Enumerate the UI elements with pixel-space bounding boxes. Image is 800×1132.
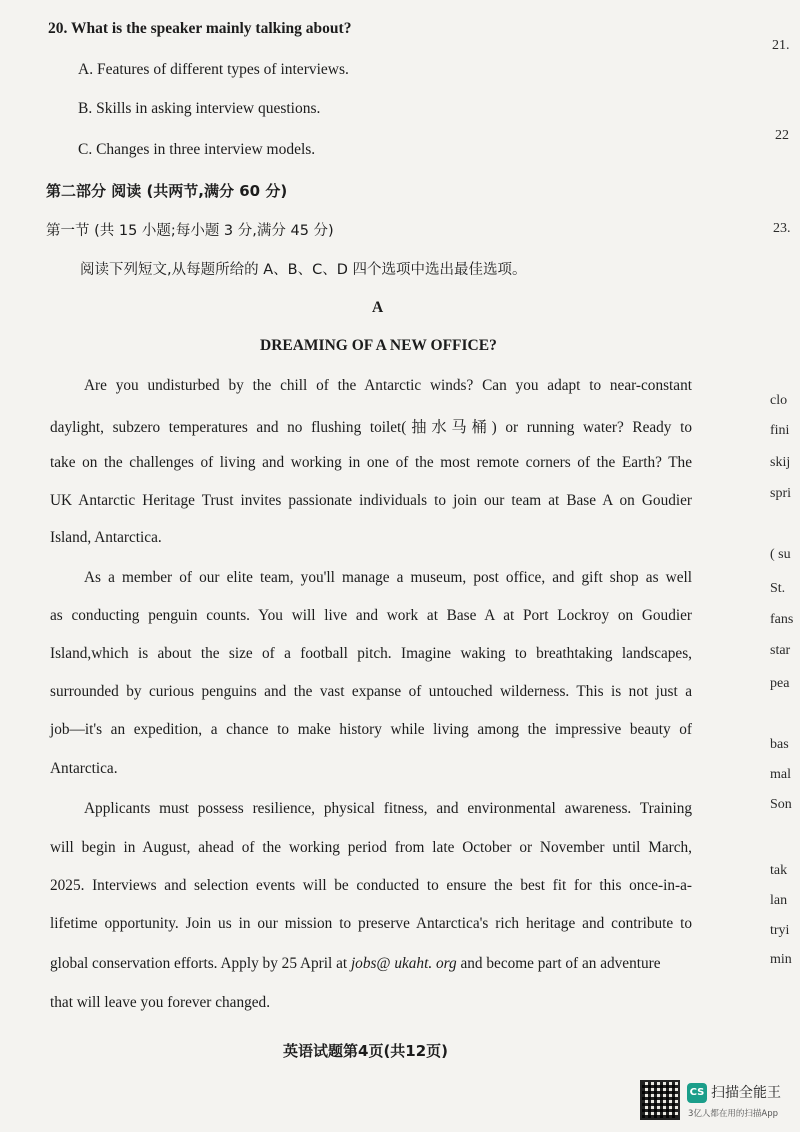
passage-line: take on the challenges of living and working in one of the most remote corners of the Earth? The bbox=[50, 454, 692, 471]
qr-code-icon bbox=[640, 1080, 680, 1120]
passage-letter: A bbox=[372, 299, 384, 316]
passage-title: DREAMING OF A NEW OFFICE? bbox=[260, 337, 497, 354]
passage-line: global conservation efforts. Apply by 25 April at bbox=[50, 955, 348, 972]
passage-line-apply bbox=[50, 955, 661, 973]
passage-line: Are you undisturbed by the chill of the Antarctic winds? Can you adapt to near-constant bbox=[84, 377, 692, 394]
question-20-option-c: C. Changes in three interview models. bbox=[78, 141, 316, 158]
question-20-stem: 20. What is the speaker mainly talking about? bbox=[48, 20, 352, 37]
edge-fragment: Son bbox=[770, 797, 792, 812]
application-email: jobs@ ukaht. org bbox=[350, 955, 457, 972]
edge-fragment: min bbox=[770, 952, 792, 967]
passage-line: Antarctica. bbox=[50, 760, 118, 777]
edge-fragment: spri bbox=[770, 486, 791, 501]
scanner-app-name: 扫描全能王 bbox=[711, 1085, 781, 1101]
question-20-option-b: B. Skills in asking interview questions. bbox=[78, 100, 321, 117]
passage-line-tail: and become part of an adventure bbox=[460, 955, 661, 972]
page-footer: 英语试题第4页(共12页) bbox=[283, 1042, 449, 1060]
passage-line: 2025. Interviews and selection events will be conducted to ensure the best fit for this once-in-a- bbox=[50, 877, 692, 894]
passage-line: Applicants must possess resilience, physical fitness, and environmental awareness. Training bbox=[84, 800, 692, 817]
edge-question-number: 22 bbox=[775, 128, 789, 143]
edge-fragment: tak bbox=[770, 863, 788, 878]
edge-question-number: 23. bbox=[773, 221, 791, 236]
edge-fragment: ( su bbox=[770, 547, 791, 562]
edge-fragment: star bbox=[770, 643, 791, 658]
passage-line: will begin in August, ahead of the working period from late October or November until March, bbox=[50, 839, 692, 856]
passage-line: daylight, subzero temperatures and no flushing toilet(抽水马桶) or running water? Ready to bbox=[50, 419, 692, 436]
edge-question-number: 21. bbox=[772, 38, 790, 53]
scanner-tagline: 3亿人都在用的扫描App bbox=[688, 1109, 779, 1119]
reading-instruction: 阅读下列短文,从每题所给的 A、B、C、D 四个选项中选出最佳选项。 bbox=[80, 262, 527, 278]
passage-line: job—it's an expedition, a chance to make history while living among the impressive beauty of bbox=[50, 721, 692, 738]
subsection-title: 第一节 (共 15 小题;每小题 3 分,满分 45 分) bbox=[46, 223, 334, 239]
passage-line: Island,which is about the size of a football pitch. Imagine waking to breathtaking landscapes, bbox=[50, 645, 692, 662]
edge-fragment: fans bbox=[770, 612, 794, 627]
passage-line: as conducting penguin counts. You will live and work at Base A at Port Lockroy on Goudier bbox=[50, 607, 692, 624]
passage-line: Island, Antarctica. bbox=[50, 529, 162, 546]
edge-fragment: clo bbox=[770, 393, 788, 408]
part-title: 第二部分 阅读 (共两节,满分 60 分) bbox=[46, 182, 288, 200]
passage-line: UK Antarctic Heritage Trust invites passionate individuals to join our team at Base A on Goudier bbox=[50, 492, 692, 509]
edge-fragment: mal bbox=[770, 767, 791, 782]
edge-fragment: tryi bbox=[770, 923, 790, 938]
passage-line: that will leave you forever changed. bbox=[50, 994, 271, 1011]
edge-fragment: lan bbox=[770, 893, 788, 908]
edge-fragment: pea bbox=[770, 676, 790, 691]
question-20-option-a: A. Features of different types of interviews. bbox=[78, 61, 349, 78]
passage-line: As a member of our elite team, you'll manage a museum, post office, and gift shop as well bbox=[84, 569, 692, 586]
edge-fragment: skij bbox=[770, 455, 791, 470]
camscanner-logo-icon: CS bbox=[687, 1083, 707, 1103]
edge-fragment: fini bbox=[770, 423, 790, 438]
edge-fragment: bas bbox=[770, 737, 789, 752]
passage-line: surrounded by curious penguins and the vast expanse of untouched wilderness. This is not just a bbox=[50, 683, 692, 700]
edge-fragment: St. bbox=[770, 581, 786, 596]
passage-line: lifetime opportunity. Join us in our mission to preserve Antarctica's rich heritage and contribute to bbox=[50, 915, 692, 932]
